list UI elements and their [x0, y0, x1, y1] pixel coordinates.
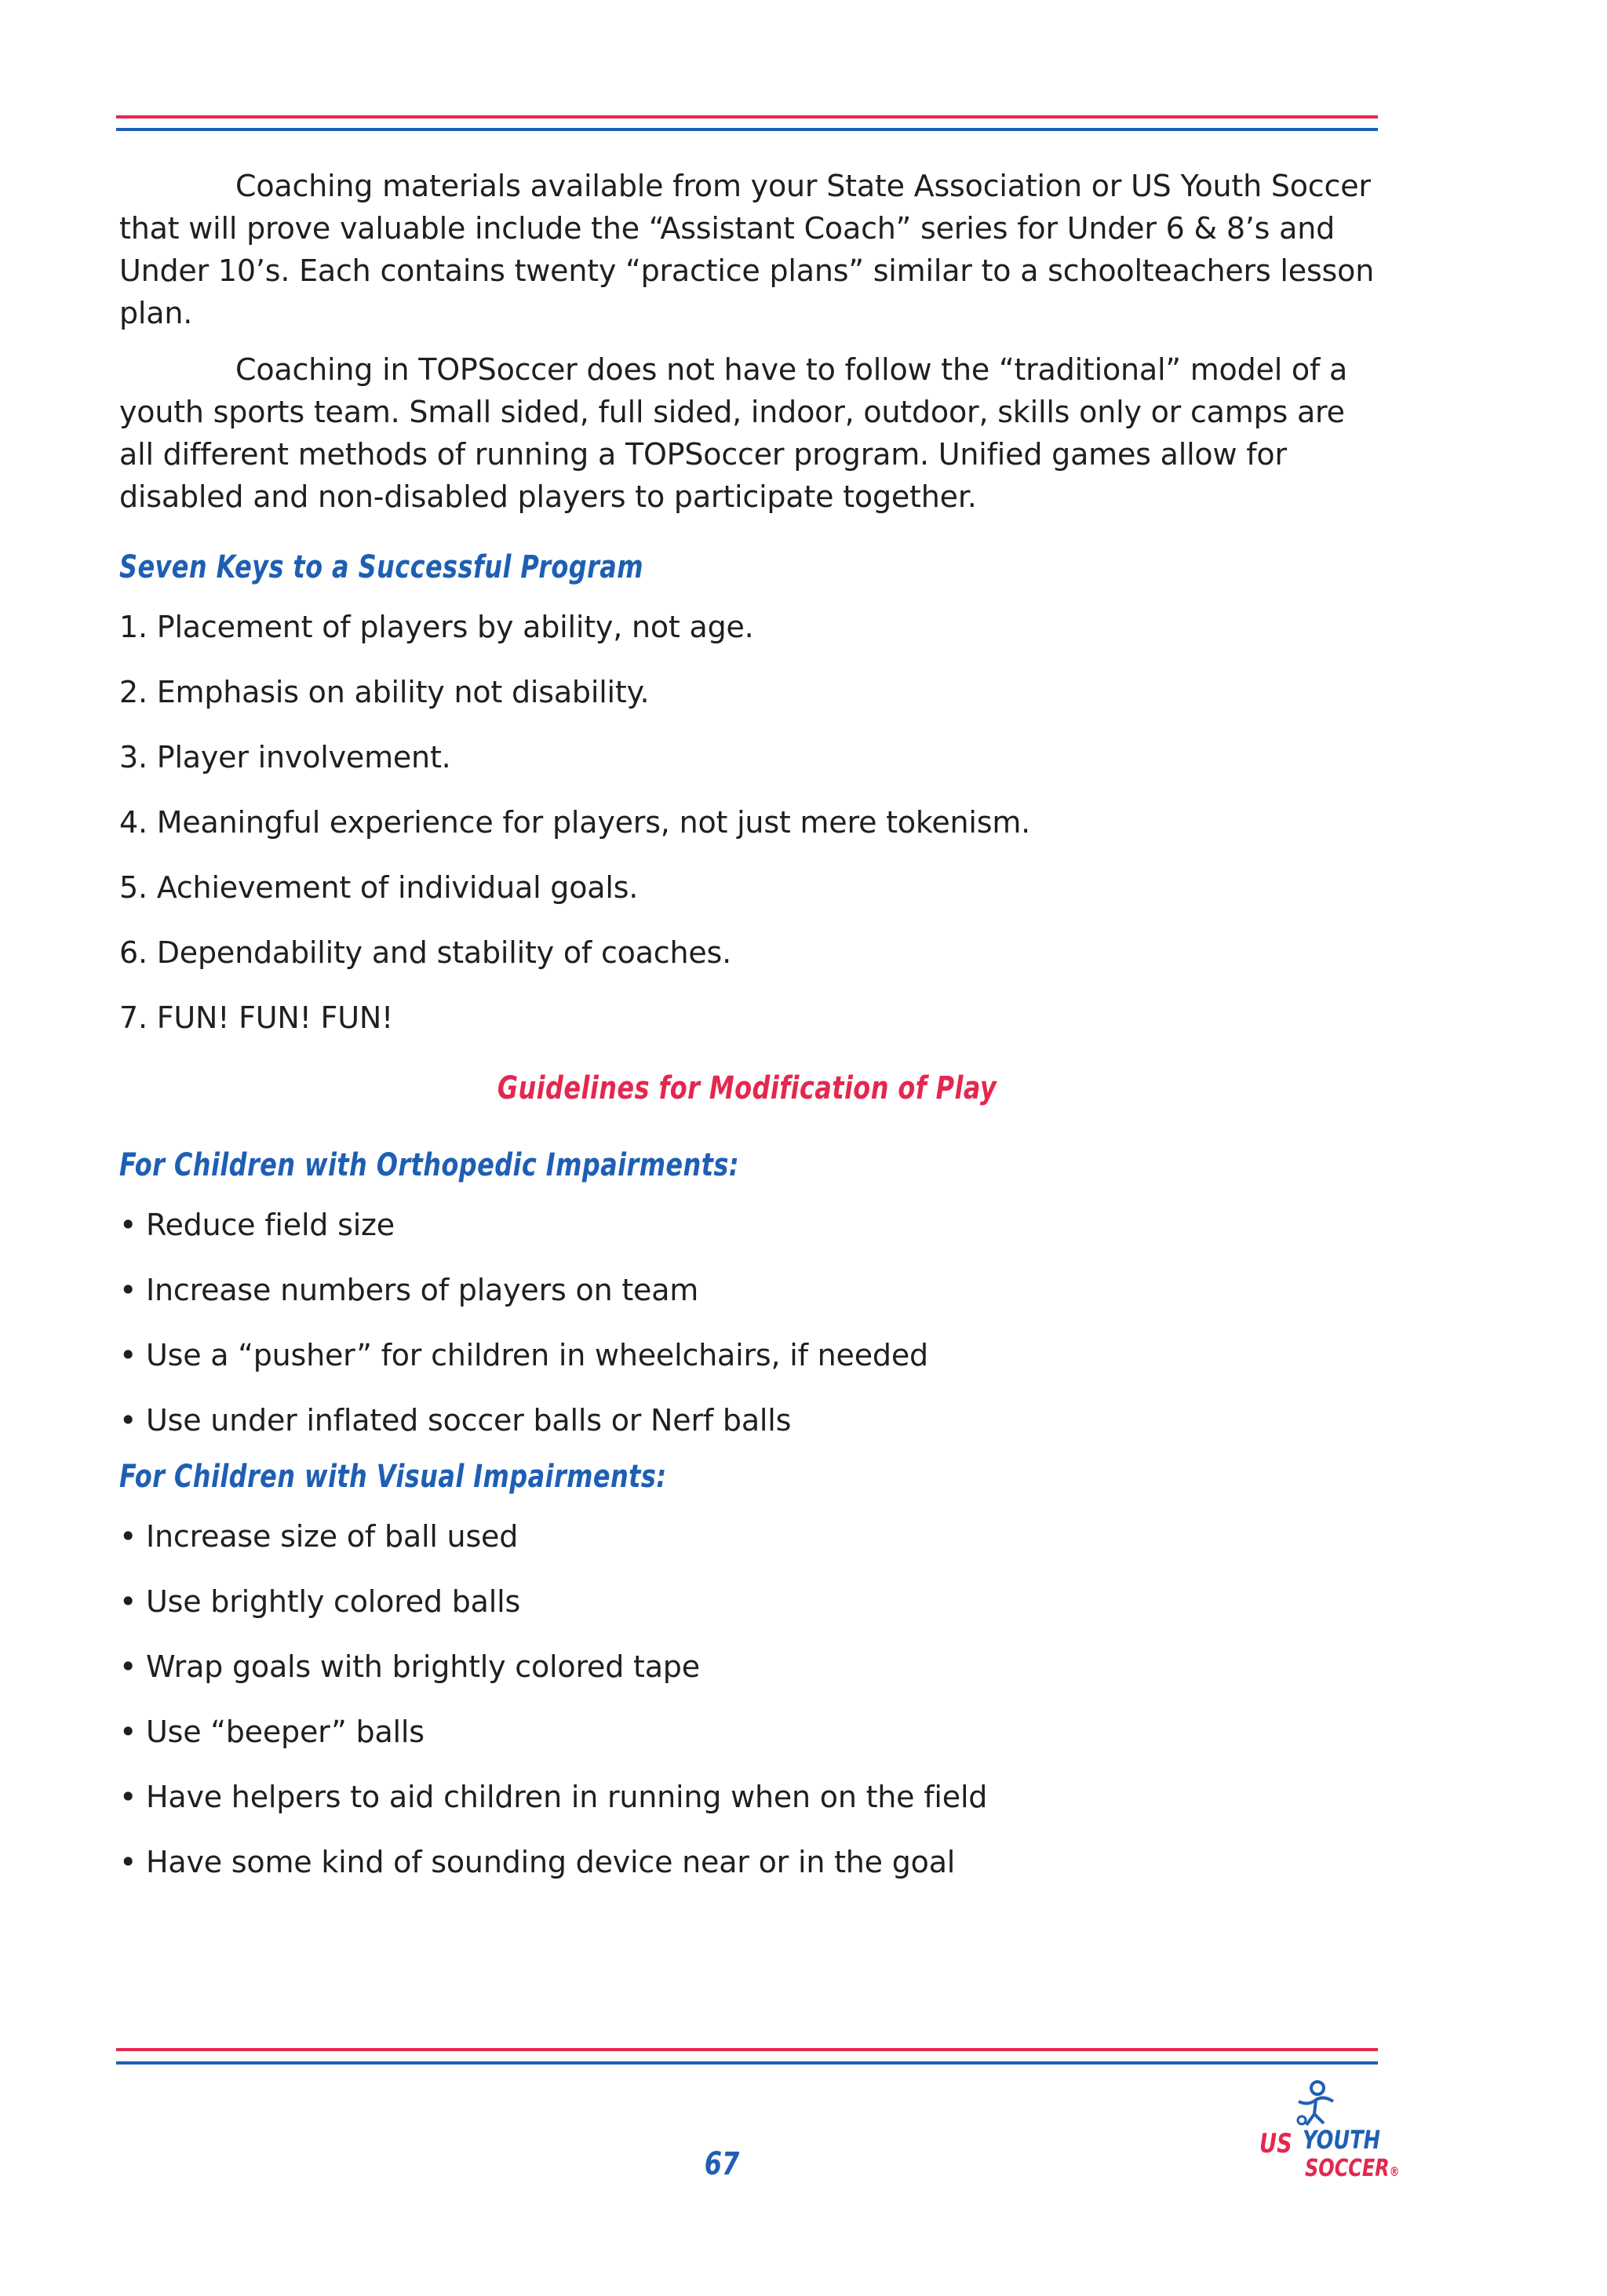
visual-list — [119, 1515, 1375, 1883]
list-item: 6. Dependability and stability of coaches. — [119, 935, 732, 970]
bullet: • — [119, 1715, 137, 1749]
bullet: • — [119, 1338, 137, 1372]
list-item: 2. Emphasis on ability not disability. — [119, 675, 650, 709]
header-rule-blue — [116, 128, 1378, 131]
paragraph-coaching-model: Coaching in TOPSoccer does not have to follow the “traditional” model of a youth sports team. Small sided, full sided, indoor, outdoor, skills only or camps are all different methods of running a TOPSoccer program. Unified games allow for disabled and non-disabled players to participate together. — [119, 352, 1348, 514]
seven-keys-list — [119, 606, 1375, 1039]
orthopedic-list — [119, 1204, 1375, 1441]
list-item — [119, 1776, 1375, 1818]
list-item — [119, 1645, 1375, 1688]
bullet: • — [119, 1208, 137, 1242]
visual-heading: For Children with Visual Impairments: — [119, 1459, 667, 1495]
orthopedic-heading: For Children with Orthopedic Impairments: — [119, 1147, 740, 1183]
list-item-text: Use under inflated soccer balls or Nerf balls — [146, 1403, 792, 1438]
list-item-text: Reduce field size — [146, 1208, 395, 1242]
list-item-text: Have some kind of sounding device near or in the goal — [146, 1845, 956, 1879]
player-figure-icon — [1292, 2079, 1339, 2128]
list-item-text: Use a “pusher” for children in wheelchairs, if needed — [146, 1338, 928, 1372]
list-item: 7. FUN! FUN! FUN! — [119, 1000, 394, 1035]
footer-rule-blue — [116, 2061, 1378, 2065]
page-number: 67 — [704, 2146, 740, 2182]
list-item-text: Increase numbers of players on team — [146, 1273, 699, 1307]
bullet: • — [119, 1845, 137, 1879]
list-item: 5. Achievement of individual goals. — [119, 870, 639, 905]
list-item-text: Have helpers to aid children in running when on the field — [146, 1780, 988, 1814]
logo-soccer-text: SOCCER® — [1305, 2155, 1400, 2182]
list-item — [119, 1269, 1375, 1311]
logo-us-text: US — [1259, 2128, 1292, 2159]
bullet: • — [119, 1649, 137, 1684]
list-item — [119, 1580, 1375, 1623]
logo-youth-text: YOUTH — [1303, 2125, 1381, 2155]
list-item — [119, 1399, 1375, 1441]
guidelines-heading: Guidelines for Modification of Play — [497, 1070, 997, 1106]
bullet: • — [119, 1273, 137, 1307]
list-item: 4. Meaningful experience for players, not just mere tokenism. — [119, 805, 1031, 840]
bullet: • — [119, 1403, 137, 1438]
bullet: • — [119, 1780, 137, 1814]
us-youth-soccer-logo — [1259, 2079, 1400, 2193]
list-item-text: Use “beeper” balls — [146, 1715, 425, 1749]
list-item: 3. Player involvement. — [119, 740, 451, 774]
list-item — [119, 1334, 1375, 1376]
page-content — [119, 165, 1375, 1883]
list-item — [119, 1841, 1375, 1883]
list-item-text: Use brightly colored balls — [146, 1584, 521, 1619]
list-item — [119, 1515, 1375, 1558]
list-item-text: Increase size of ball used — [146, 1519, 519, 1554]
bullet: • — [119, 1519, 137, 1554]
list-item — [119, 1711, 1375, 1753]
list-item-text: Wrap goals with brightly colored tape — [146, 1649, 700, 1684]
header-rule-red — [116, 115, 1378, 118]
list-item: 1. Placement of players by ability, not age. — [119, 610, 754, 644]
seven-keys-heading: Seven Keys to a Successful Program — [119, 549, 644, 585]
paragraph-coaching-materials: Coaching materials available from your State Association or US Youth Soccer that will prove valuable include the “Assistant Coach” series for Under 6 & 8’s and Under 10’s. Each contains twenty “practice plans” similar to a schoolteachers lesson plan. — [119, 169, 1375, 330]
footer-rule-red — [116, 2048, 1378, 2051]
list-item — [119, 1204, 1375, 1246]
bullet: • — [119, 1584, 137, 1619]
